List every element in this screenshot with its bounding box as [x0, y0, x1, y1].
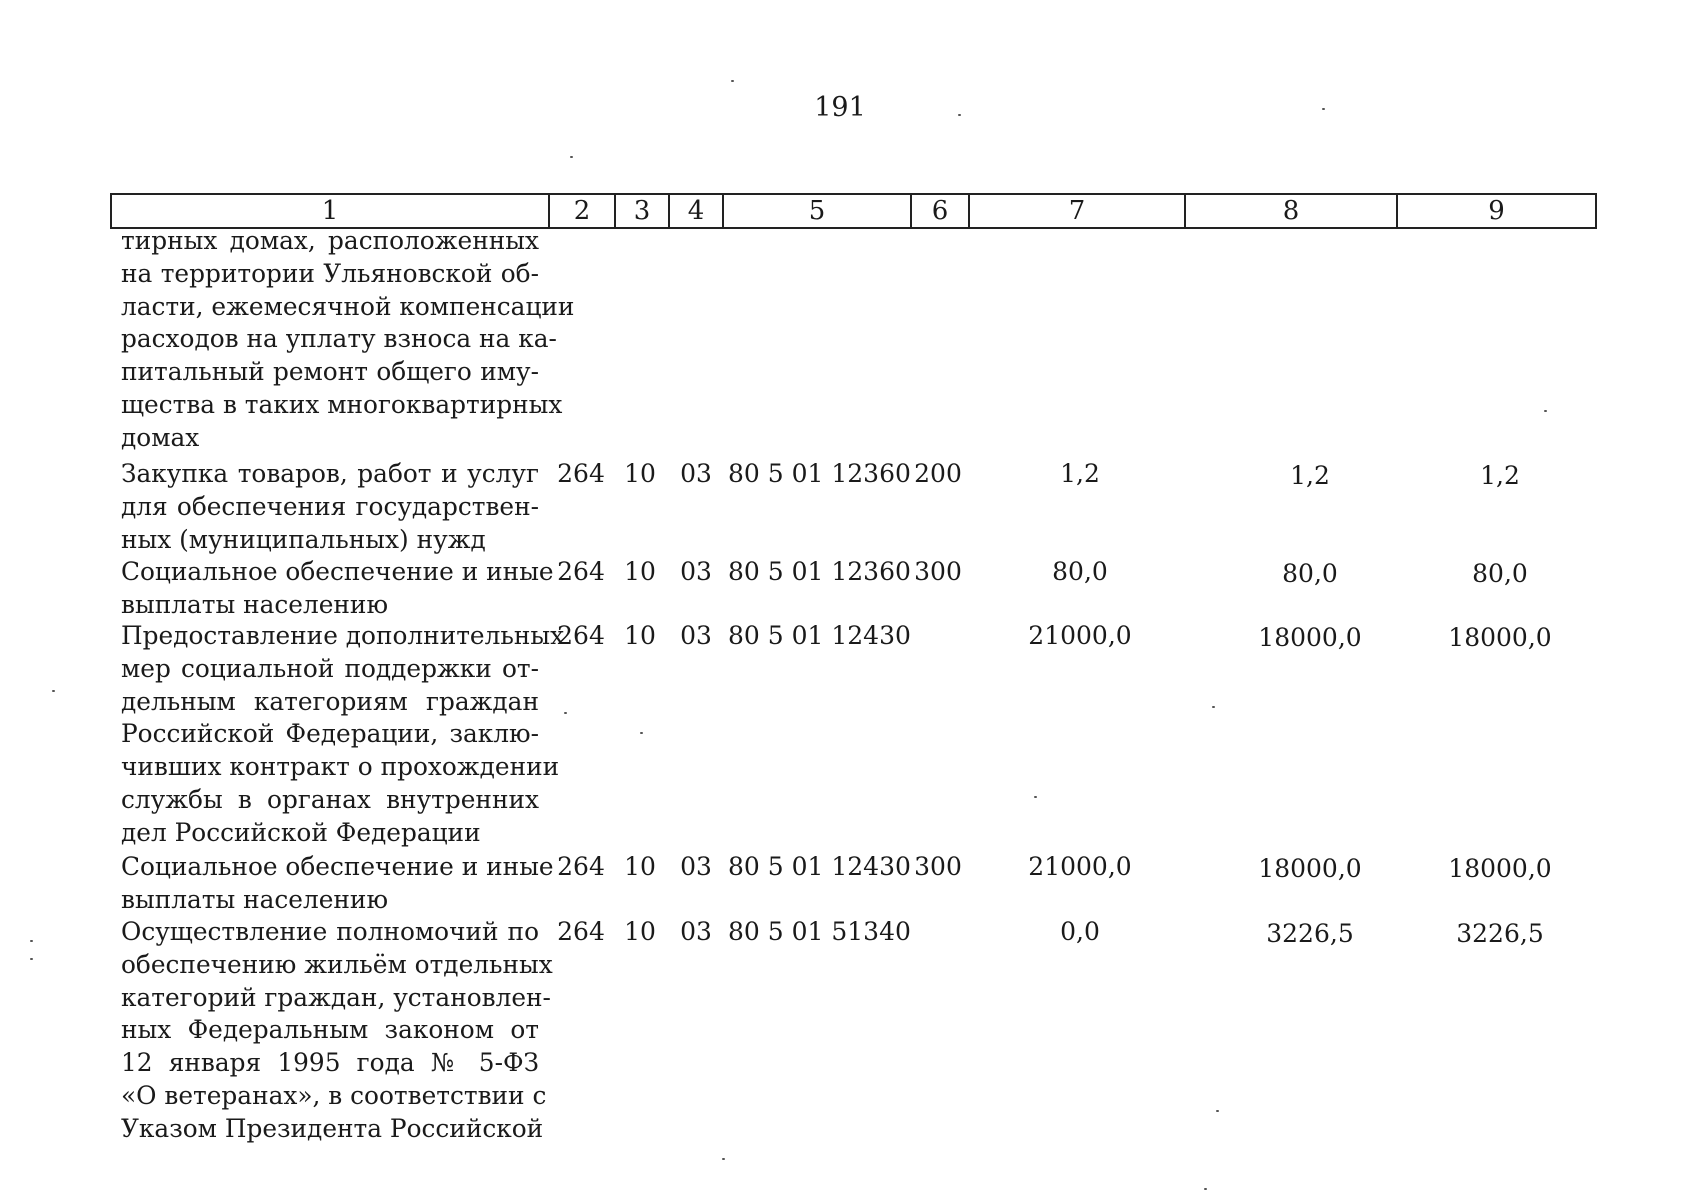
- scan-speck: [1544, 410, 1547, 412]
- scan-speck: [640, 732, 643, 734]
- cell-col-8: 3226,5: [1266, 919, 1354, 948]
- scan-speck: [570, 156, 573, 158]
- header-col-7: 7: [968, 193, 1186, 229]
- scan-speck: [30, 958, 33, 960]
- scan-speck: [1212, 706, 1215, 708]
- cell-col-6: 200: [914, 459, 962, 488]
- cell-col-7: 80,0: [1052, 557, 1108, 586]
- cell-col-5: 80 5 01 51340: [728, 917, 911, 946]
- row-description: Осуществление полномочий по обеспечению жильём отдельных категорий граждан, установлен- ных Федеральным законом от 12 января 1995 года № 5-ФЗ «О ветеранах», в соответствии с Указом Президента Российской: [121, 917, 553, 1143]
- cell-col-4: 03: [680, 917, 712, 946]
- header-col-1: 1: [110, 193, 550, 229]
- cell-col-8: 80,0: [1282, 559, 1338, 588]
- cell-col-5: 80 5 01 12430: [728, 621, 911, 650]
- cell-col-9: 18000,0: [1448, 623, 1552, 652]
- cell-col-2: 264: [557, 917, 605, 946]
- cell-col-3: 10: [624, 459, 656, 488]
- scan-speck: [52, 690, 55, 692]
- row-description: Предоставление дополнительных мер социальной поддержки от- дельным категориям граждан Российской Федерации, заклю- чивших контракт о прохождении службы в органах внутренних дел Российской Федерации: [121, 621, 565, 847]
- cell-col-2: 264: [557, 557, 605, 586]
- cell-col-7: 1,2: [1060, 459, 1100, 488]
- cell-col-9: 18000,0: [1448, 854, 1552, 883]
- row-description: Социальное обеспечение и иные выплаты населению: [121, 557, 554, 619]
- scan-speck: [1204, 1188, 1207, 1190]
- scan-speck: [1216, 1110, 1219, 1112]
- cell-col-7: 0,0: [1060, 917, 1100, 946]
- row-description: Социальное обеспечение и иные выплаты населению: [121, 852, 554, 914]
- cell-col-3: 10: [624, 557, 656, 586]
- row-description: тирных домах, расположенных на территории Ульяновской об- ласти, ежемесячной компенсации расходов на уплату взноса на ка- питальный ремонт общего иму- щества в таких многоквартирных домах: [121, 226, 575, 452]
- cell-col-2: 264: [557, 852, 605, 881]
- cell-col-9: 3226,5: [1456, 919, 1544, 948]
- cell-col-8: 18000,0: [1258, 623, 1362, 652]
- header-col-8: 8: [1184, 193, 1398, 229]
- cell-col-5: 80 5 01 12430: [728, 852, 911, 881]
- scan-speck: [1034, 796, 1037, 798]
- cell-col-8: 1,2: [1290, 461, 1330, 490]
- scan-speck: [722, 1158, 725, 1160]
- cell-col-3: 10: [624, 621, 656, 650]
- header-col-4: 4: [668, 193, 724, 229]
- cell-col-5: 80 5 01 12360: [728, 557, 911, 586]
- header-col-6: 6: [910, 193, 970, 229]
- cell-col-7: 21000,0: [1028, 852, 1132, 881]
- cell-col-9: 1,2: [1480, 461, 1520, 490]
- table-header: [110, 193, 1597, 229]
- cell-col-7: 21000,0: [1028, 621, 1132, 650]
- cell-col-6: 300: [914, 852, 962, 881]
- scan-speck: [1322, 108, 1325, 110]
- cell-col-3: 10: [624, 852, 656, 881]
- cell-col-9: 80,0: [1472, 559, 1528, 588]
- cell-col-4: 03: [680, 621, 712, 650]
- cell-col-4: 03: [680, 852, 712, 881]
- cell-col-8: 18000,0: [1258, 854, 1362, 883]
- header-col-2: 2: [548, 193, 616, 229]
- cell-col-4: 03: [680, 459, 712, 488]
- cell-col-4: 03: [680, 557, 712, 586]
- scan-speck: [30, 940, 33, 942]
- page-number: 191: [814, 92, 866, 123]
- header-col-3: 3: [614, 193, 670, 229]
- header-col-5: 5: [722, 193, 912, 229]
- cell-col-2: 264: [557, 459, 605, 488]
- scan-speck: [564, 712, 567, 714]
- header-col-9: 9: [1396, 193, 1597, 229]
- scan-speck: [958, 114, 961, 116]
- cell-col-6: 300: [914, 557, 962, 586]
- cell-col-3: 10: [624, 917, 656, 946]
- scan-speck: [731, 80, 734, 82]
- row-description: Закупка товаров, работ и услуг для обеспечения государствен- ных (муниципальных) нужд: [121, 459, 539, 554]
- cell-col-5: 80 5 01 12360: [728, 459, 911, 488]
- cell-col-2: 264: [557, 621, 605, 650]
